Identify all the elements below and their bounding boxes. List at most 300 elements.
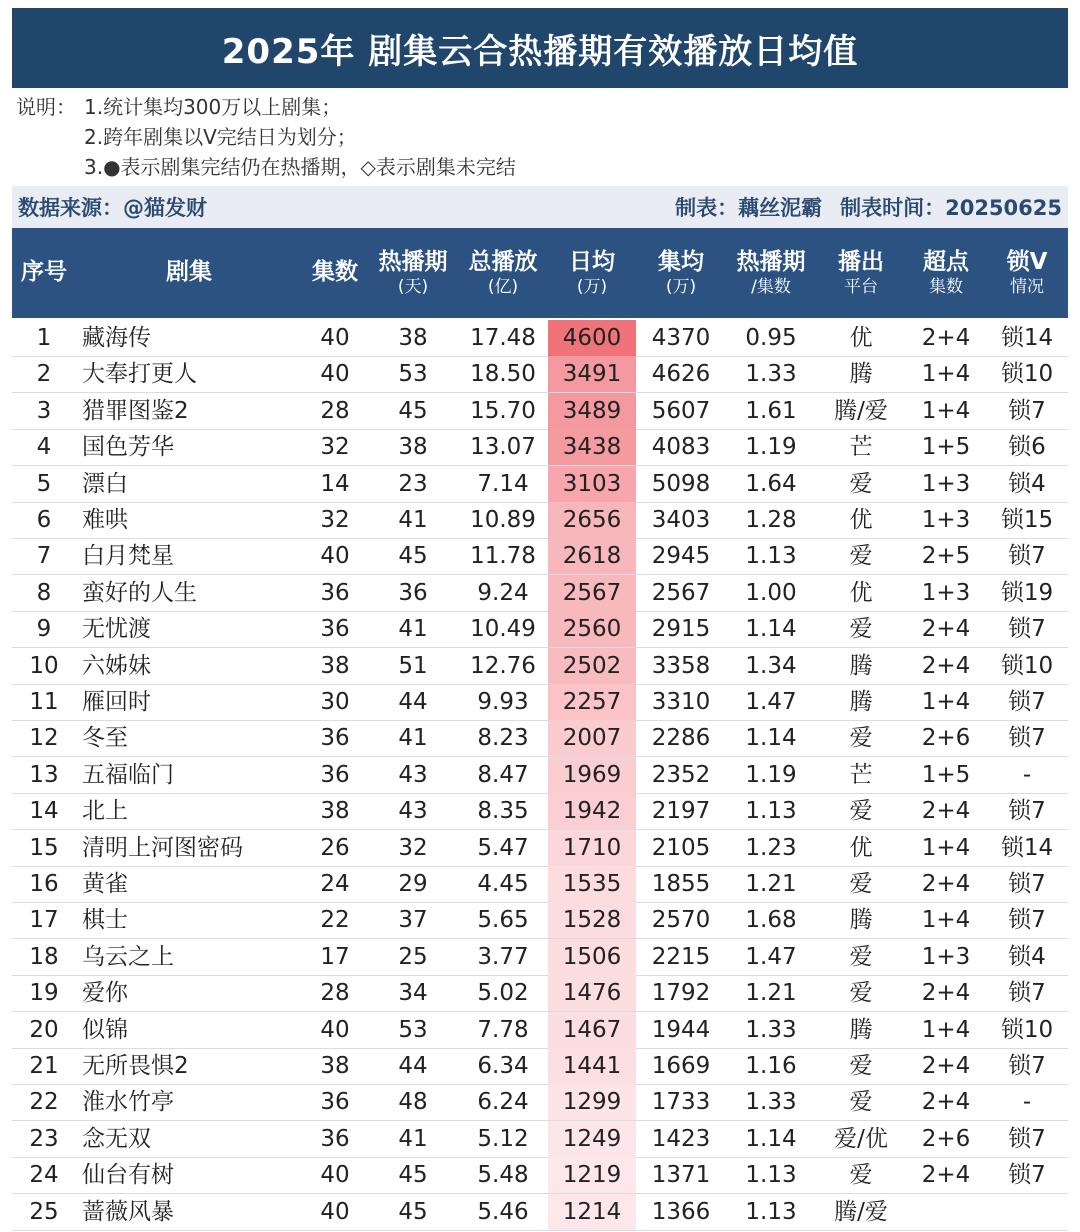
cell-episode-avg: 1855 xyxy=(651,871,711,897)
cell-hot-days: 43 xyxy=(398,798,428,825)
cell-index: 18 xyxy=(29,943,59,970)
cell-hot-days: 45 xyxy=(398,543,428,570)
header-daily-avg xyxy=(548,228,636,318)
cell-episodes: 38 xyxy=(320,652,350,679)
cell-extra-episodes: 2+6 xyxy=(921,725,971,752)
cell-episode-avg: 2352 xyxy=(651,761,711,788)
cell-drama: 黄雀 xyxy=(82,871,128,897)
cell-drama: 北上 xyxy=(82,798,128,825)
cell-days-per-episode: 1.00 xyxy=(745,579,797,606)
cell-hot-days: 44 xyxy=(398,689,428,715)
cell-total-play: 11.78 xyxy=(470,543,536,570)
header-extra-episodes xyxy=(906,228,986,318)
cell-lock-v: 锁7 xyxy=(1008,543,1046,570)
note-line-1 xyxy=(16,92,1066,122)
cell-episodes: 38 xyxy=(320,798,350,825)
cell-days-per-episode: 1.33 xyxy=(745,1016,797,1043)
cell-lock-v: 锁10 xyxy=(1000,1016,1054,1043)
cell-hot-days: 41 xyxy=(398,616,428,643)
cell-index: 6 xyxy=(36,507,52,533)
table-row xyxy=(12,720,1068,757)
header-episodes-label: 集数 xyxy=(312,259,358,286)
cell-lock-v: 锁7 xyxy=(1008,798,1046,825)
header-lock-v xyxy=(986,228,1068,318)
cell-days-per-episode: 1.33 xyxy=(745,361,797,388)
cell-lock-v: 锁6 xyxy=(1008,434,1046,461)
cell-drama: 六姊妹 xyxy=(82,652,151,679)
cell-index: 25 xyxy=(29,1198,59,1225)
cell-total-play: 8.35 xyxy=(477,798,529,825)
cell-episodes: 40 xyxy=(320,543,350,570)
cell-episode-avg: 1371 xyxy=(651,1162,711,1189)
cell-platform: 芒 xyxy=(849,434,873,461)
cell-daily-avg: 3438 xyxy=(562,434,622,461)
cell-days-per-episode: 1.47 xyxy=(745,689,797,715)
cell-hot-days: 53 xyxy=(398,1016,428,1043)
cell-daily-avg: 1299 xyxy=(562,1089,622,1116)
table-title: 2025年 剧集云合热播期有效播放日均值 xyxy=(12,8,1068,88)
cell-platform: 爱 xyxy=(849,943,873,970)
table-row xyxy=(12,757,1068,794)
cell-lock-v: - xyxy=(1022,761,1032,788)
cell-total-play: 18.50 xyxy=(470,361,536,388)
cell-lock-v: 锁19 xyxy=(1000,579,1054,606)
cell-lock-v: 锁7 xyxy=(1008,907,1046,934)
cell-days-per-episode: 1.33 xyxy=(745,1089,797,1116)
cell-hot-days: 36 xyxy=(398,579,428,606)
cell-drama: 念无双 xyxy=(82,1125,151,1152)
cell-days-per-episode: 1.13 xyxy=(745,1198,797,1225)
cell-index: 22 xyxy=(29,1089,59,1116)
cell-drama: 清明上河图密码 xyxy=(82,834,243,861)
cell-platform: 腾 xyxy=(849,361,873,388)
cell-episodes: 24 xyxy=(320,871,350,897)
cell-days-per-episode: 1.64 xyxy=(745,470,797,497)
cell-index: 8 xyxy=(36,579,52,606)
cell-extra-episodes: 2+4 xyxy=(921,616,971,643)
cell-hot-days: 44 xyxy=(398,1053,428,1079)
cell-index: 12 xyxy=(29,725,59,752)
cell-index: 19 xyxy=(29,980,59,1007)
table-row xyxy=(12,575,1068,612)
cell-platform: 爱 xyxy=(849,798,873,825)
cell-hot-days: 34 xyxy=(398,980,428,1007)
cell-episode-avg: 1669 xyxy=(651,1053,711,1079)
cell-daily-avg: 3491 xyxy=(562,361,622,388)
cell-platform: 腾 xyxy=(849,1016,873,1043)
cell-total-play: 3.77 xyxy=(477,943,529,970)
cell-episodes: 30 xyxy=(320,689,350,715)
cell-episodes: 38 xyxy=(320,1053,350,1079)
table-row xyxy=(12,902,1068,939)
cell-platform: 优 xyxy=(849,579,873,606)
cell-index: 2 xyxy=(36,361,52,388)
cell-platform: 爱 xyxy=(849,1053,873,1079)
cell-hot-days: 41 xyxy=(398,725,428,752)
cell-index: 16 xyxy=(29,871,59,897)
cell-platform: 优 xyxy=(849,834,873,861)
cell-episodes: 40 xyxy=(320,361,350,388)
cell-daily-avg: 1942 xyxy=(562,798,622,825)
cell-total-play: 7.78 xyxy=(477,1016,529,1043)
table-row xyxy=(12,320,1068,357)
cell-daily-avg: 1467 xyxy=(562,1016,622,1043)
header-platform-unit: 平台 xyxy=(844,276,878,297)
cell-days-per-episode: 1.14 xyxy=(745,725,797,752)
cell-total-play: 8.23 xyxy=(477,725,529,752)
header-episode-avg xyxy=(636,228,726,318)
cell-episode-avg: 2286 xyxy=(651,725,711,752)
cell-episode-avg: 5098 xyxy=(651,470,711,497)
cell-daily-avg: 1441 xyxy=(562,1053,622,1079)
cell-episode-avg: 1792 xyxy=(651,980,711,1007)
cell-days-per-episode: 1.34 xyxy=(745,652,797,679)
cell-hot-days: 38 xyxy=(398,325,428,351)
cell-lock-v: 锁4 xyxy=(1008,943,1046,970)
cell-platform: 腾/爱 xyxy=(834,397,888,424)
cell-drama: 无忧渡 xyxy=(82,616,151,643)
note-text-3: 3.●表示剧集完结仍在热播期，◇表示剧集未完结 xyxy=(84,155,516,179)
cell-hot-days: 43 xyxy=(398,761,428,788)
cell-extra-episodes: 1+4 xyxy=(921,689,971,715)
header-days-per-episode-unit: /集数 xyxy=(751,276,791,297)
cell-episode-avg: 3310 xyxy=(651,689,711,715)
cell-episodes: 36 xyxy=(320,1089,350,1116)
cell-daily-avg: 2567 xyxy=(562,579,622,606)
cell-episodes: 36 xyxy=(320,761,350,788)
table-row xyxy=(12,1121,1068,1158)
cell-total-play: 5.47 xyxy=(477,834,529,861)
source-bar xyxy=(12,186,1068,228)
table-header xyxy=(12,228,1068,318)
cell-days-per-episode: 0.95 xyxy=(745,325,797,351)
notes-label: 说明： xyxy=(16,95,76,119)
header-daily-avg-unit: (万) xyxy=(576,276,608,297)
cell-drama: 似锦 xyxy=(82,1016,128,1043)
cell-index: 21 xyxy=(29,1053,59,1079)
header-lock-v-unit: 情况 xyxy=(1010,276,1044,297)
header-index xyxy=(12,228,76,318)
cell-extra-episodes: 1+3 xyxy=(921,470,971,497)
cell-lock-v: 锁14 xyxy=(1000,834,1054,861)
table-row xyxy=(12,393,1068,430)
cell-index: 23 xyxy=(29,1125,59,1152)
cell-episode-avg: 5607 xyxy=(651,397,711,424)
cell-days-per-episode: 1.14 xyxy=(745,616,797,643)
note-text-2: 2.跨年剧集以V完结日为划分； xyxy=(84,125,357,149)
cell-episodes: 22 xyxy=(320,907,350,934)
cell-days-per-episode: 1.16 xyxy=(745,1053,797,1079)
cell-index: 3 xyxy=(36,397,52,424)
cell-extra-episodes: 1+4 xyxy=(921,834,971,861)
cell-extra-episodes: 1+4 xyxy=(921,361,971,388)
table-row xyxy=(12,975,1068,1012)
cell-daily-avg: 3489 xyxy=(562,397,622,424)
cell-episode-avg: 2570 xyxy=(651,907,711,934)
cell-platform: 腾 xyxy=(849,907,873,934)
table-maker: 制表：藕丝泥霸 xyxy=(675,196,823,220)
cell-total-play: 5.02 xyxy=(477,980,529,1007)
cell-drama: 白月梵星 xyxy=(82,543,174,570)
cell-episode-avg: 1733 xyxy=(651,1089,711,1116)
cell-lock-v: 锁7 xyxy=(1008,616,1046,643)
cell-daily-avg: 1710 xyxy=(562,834,622,861)
cell-episodes: 28 xyxy=(320,397,350,424)
cell-platform: 爱 xyxy=(849,980,873,1007)
cell-daily-avg: 1214 xyxy=(562,1198,622,1225)
cell-lock-v: 锁7 xyxy=(1008,1125,1046,1152)
cell-episodes: 32 xyxy=(320,434,350,461)
cell-episodes: 28 xyxy=(320,980,350,1007)
cell-episode-avg: 2215 xyxy=(651,943,711,970)
cell-episodes: 40 xyxy=(320,325,350,351)
cell-episode-avg: 2197 xyxy=(651,798,711,825)
cell-platform: 优 xyxy=(849,325,873,351)
cell-extra-episodes: 1+5 xyxy=(921,761,971,788)
header-hot-days xyxy=(368,228,458,318)
cell-total-play: 9.93 xyxy=(477,689,529,715)
cell-days-per-episode: 1.13 xyxy=(745,1162,797,1189)
cell-days-per-episode: 1.23 xyxy=(745,834,797,861)
cell-extra-episodes: 1+3 xyxy=(921,507,971,533)
cell-hot-days: 25 xyxy=(398,943,428,970)
cell-episode-avg: 2567 xyxy=(651,579,711,606)
cell-platform: 爱 xyxy=(849,543,873,570)
made-time: 制表时间：20250625 xyxy=(840,196,1062,220)
header-episodes xyxy=(302,228,368,318)
cell-total-play: 15.70 xyxy=(470,397,536,424)
header-hot-days-unit: (天) xyxy=(397,276,429,297)
cell-episodes: 32 xyxy=(320,507,350,533)
header-hot-days-label: 热播期 xyxy=(378,249,448,275)
cell-index: 11 xyxy=(29,689,59,715)
cell-hot-days: 45 xyxy=(398,397,428,424)
cell-extra-episodes: 2+4 xyxy=(921,652,971,679)
cell-lock-v: 锁10 xyxy=(1000,361,1054,388)
cell-lock-v: 锁7 xyxy=(1008,689,1046,715)
cell-drama: 仙台有树 xyxy=(82,1162,174,1189)
cell-episodes: 26 xyxy=(320,834,350,861)
cell-extra-episodes: 2+4 xyxy=(921,1089,971,1116)
header-total-play xyxy=(458,228,548,318)
cell-drama: 难哄 xyxy=(82,507,128,533)
table-row xyxy=(12,502,1068,539)
cell-index: 13 xyxy=(29,761,59,788)
cell-episode-avg: 1944 xyxy=(651,1016,711,1043)
cell-index: 15 xyxy=(29,834,59,861)
note-line-3 xyxy=(16,152,1066,182)
cell-drama: 五福临门 xyxy=(82,761,174,788)
cell-hot-days: 29 xyxy=(398,871,428,897)
table-row xyxy=(12,684,1068,721)
cell-lock-v: - xyxy=(1022,1089,1032,1116)
table-row xyxy=(12,356,1068,393)
cell-episodes: 40 xyxy=(320,1162,350,1189)
cell-episode-avg: 2945 xyxy=(651,543,711,570)
cell-episodes: 14 xyxy=(320,470,350,497)
cell-drama: 蛮好的人生 xyxy=(82,579,197,606)
cell-total-play: 10.49 xyxy=(470,616,536,643)
cell-extra-episodes: 2+5 xyxy=(921,543,971,570)
cell-daily-avg: 1249 xyxy=(562,1125,622,1152)
cell-drama: 国色芳华 xyxy=(82,434,174,461)
cell-episodes: 40 xyxy=(320,1016,350,1043)
cell-lock-v: 锁7 xyxy=(1008,980,1046,1007)
cell-index: 17 xyxy=(29,907,59,934)
cell-episode-avg: 1366 xyxy=(651,1198,711,1225)
cell-episode-avg: 4370 xyxy=(651,325,711,351)
table-row xyxy=(12,1157,1068,1194)
note-line-2 xyxy=(16,122,1066,152)
cell-daily-avg: 1476 xyxy=(562,980,622,1007)
cell-days-per-episode: 1.47 xyxy=(745,943,797,970)
cell-hot-days: 41 xyxy=(398,1125,428,1152)
cell-total-play: 5.46 xyxy=(477,1198,529,1225)
cell-days-per-episode: 1.21 xyxy=(745,871,797,897)
table-row xyxy=(12,939,1068,976)
cell-lock-v: 锁15 xyxy=(1000,507,1054,533)
header-days-per-episode-label: 热播期 xyxy=(736,249,806,275)
cell-drama: 雁回时 xyxy=(82,689,151,715)
header-extra-episodes-label: 超点 xyxy=(923,249,969,275)
cell-extra-episodes: 2+4 xyxy=(921,798,971,825)
cell-hot-days: 51 xyxy=(398,652,428,679)
cell-extra-episodes: 1+4 xyxy=(921,907,971,934)
cell-platform: 爱 xyxy=(849,616,873,643)
header-index-label: 序号 xyxy=(21,259,67,286)
cell-drama: 冬至 xyxy=(82,725,128,752)
cell-extra-episodes xyxy=(906,1194,986,1230)
cell-extra-episodes: 1+5 xyxy=(921,434,971,461)
cell-index: 10 xyxy=(29,652,59,679)
cell-platform: 爱 xyxy=(849,470,873,497)
notes xyxy=(16,92,1066,182)
table-row xyxy=(12,1012,1068,1049)
cell-lock-v: 锁7 xyxy=(1008,1162,1046,1189)
cell-lock-v: 锁7 xyxy=(1008,725,1046,752)
cell-hot-days: 48 xyxy=(398,1089,428,1116)
cell-total-play: 17.48 xyxy=(470,325,536,351)
cell-lock-v: 锁7 xyxy=(1008,871,1046,897)
cell-episodes: 36 xyxy=(320,579,350,606)
cell-platform: 芒 xyxy=(849,761,873,788)
cell-index: 20 xyxy=(29,1016,59,1043)
cell-lock-v: 锁10 xyxy=(1000,652,1054,679)
cell-days-per-episode: 1.21 xyxy=(745,980,797,1007)
cell-total-play: 7.14 xyxy=(477,470,529,497)
cell-episode-avg: 1423 xyxy=(651,1125,711,1152)
cell-episodes: 36 xyxy=(320,616,350,643)
cell-total-play: 5.12 xyxy=(477,1125,529,1152)
cell-platform: 爱 xyxy=(849,871,873,897)
cell-index: 14 xyxy=(29,798,59,825)
cell-total-play: 8.47 xyxy=(477,761,529,788)
cell-days-per-episode: 1.14 xyxy=(745,1125,797,1152)
header-lock-v-label: 锁V xyxy=(1006,249,1048,275)
cell-daily-avg: 1528 xyxy=(562,907,622,934)
cell-total-play: 12.76 xyxy=(470,652,536,679)
cell-daily-avg: 4600 xyxy=(562,325,622,351)
cell-index: 9 xyxy=(36,616,52,643)
cell-episode-avg: 3358 xyxy=(651,652,711,679)
cell-days-per-episode: 1.13 xyxy=(745,543,797,570)
cell-hot-days: 45 xyxy=(398,1198,428,1225)
cell-days-per-episode: 1.28 xyxy=(745,507,797,533)
cell-lock-v: 锁4 xyxy=(1008,470,1046,497)
cell-lock-v: 锁14 xyxy=(1000,325,1054,351)
cell-episode-avg: 4626 xyxy=(651,361,711,388)
cell-extra-episodes: 2+4 xyxy=(921,980,971,1007)
cell-daily-avg: 1969 xyxy=(562,761,622,788)
cell-lock-v: 锁7 xyxy=(1008,1053,1046,1079)
cell-daily-avg: 1219 xyxy=(562,1162,622,1189)
cell-daily-avg: 1535 xyxy=(562,871,622,897)
cell-drama: 无所畏惧2 xyxy=(82,1053,189,1079)
cell-index: 7 xyxy=(36,543,52,570)
table-row xyxy=(12,1194,1068,1231)
table-row xyxy=(12,793,1068,830)
cell-daily-avg: 2502 xyxy=(562,652,622,679)
cell-drama: 猎罪图鉴2 xyxy=(82,397,189,424)
cell-hot-days: 38 xyxy=(398,434,428,461)
cell-daily-avg: 2656 xyxy=(562,507,622,533)
cell-episodes: 36 xyxy=(320,1125,350,1152)
header-extra-episodes-unit: 集数 xyxy=(929,276,963,297)
header-daily-avg-label: 日均 xyxy=(569,249,615,275)
table-row xyxy=(12,830,1068,867)
cell-extra-episodes: 2+6 xyxy=(921,1125,971,1152)
cell-days-per-episode: 1.13 xyxy=(745,798,797,825)
cell-episode-avg: 3403 xyxy=(651,507,711,533)
cell-extra-episodes: 2+4 xyxy=(921,325,971,351)
cell-lock-v: 锁7 xyxy=(1008,397,1046,424)
cell-platform: 爱/优 xyxy=(834,1125,888,1152)
cell-episode-avg: 2105 xyxy=(651,834,711,861)
cell-platform: 腾/爱 xyxy=(834,1198,888,1225)
cell-extra-episodes: 2+4 xyxy=(921,1053,971,1079)
cell-episodes: 40 xyxy=(320,1198,350,1225)
cell-days-per-episode: 1.19 xyxy=(745,761,797,788)
table-row xyxy=(12,538,1068,575)
cell-daily-avg: 2618 xyxy=(562,543,622,570)
cell-days-per-episode: 1.61 xyxy=(745,397,797,424)
cell-total-play: 5.65 xyxy=(477,907,529,934)
cell-extra-episodes: 2+4 xyxy=(921,1162,971,1189)
cell-platform: 爱 xyxy=(849,725,873,752)
cell-hot-days: 45 xyxy=(398,1162,428,1189)
cell-total-play: 10.89 xyxy=(470,507,536,533)
cell-total-play: 13.07 xyxy=(470,434,536,461)
header-days-per-episode xyxy=(726,228,816,318)
note-text-1: 1.统计集均300万以上剧集； xyxy=(84,95,342,119)
cell-total-play: 9.24 xyxy=(477,579,529,606)
cell-index: 1 xyxy=(36,325,52,351)
header-total-play-label: 总播放 xyxy=(468,249,538,275)
cell-drama: 棋士 xyxy=(82,907,128,934)
cell-total-play: 5.48 xyxy=(477,1162,529,1189)
cell-hot-days: 53 xyxy=(398,361,428,388)
table-row xyxy=(12,429,1068,466)
table-row xyxy=(12,648,1068,685)
cell-platform: 爱 xyxy=(849,1162,873,1189)
cell-drama: 爱你 xyxy=(82,980,128,1007)
cell-total-play: 4.45 xyxy=(477,871,529,897)
cell-hot-days: 41 xyxy=(398,507,428,533)
data-source: 数据来源：@猫发财 xyxy=(18,196,207,220)
cell-platform: 优 xyxy=(849,507,873,533)
header-episode-avg-unit: (万) xyxy=(665,276,697,297)
cell-drama: 蔷薇风暴 xyxy=(82,1198,174,1225)
